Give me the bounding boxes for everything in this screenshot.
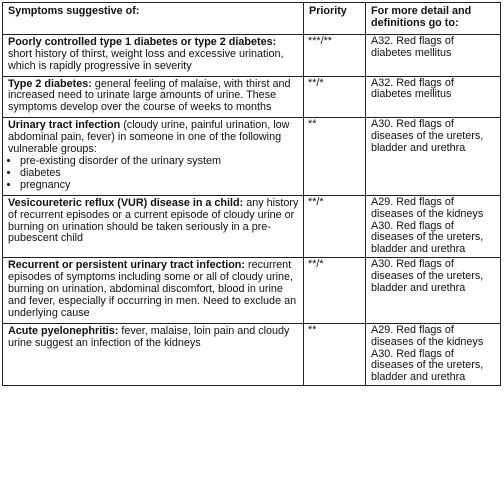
list-item: • pregnancy (20, 180, 299, 192)
reference-link-text: A30. Red flags of diseases of the ureters, bladder and urethra (371, 118, 484, 155)
condition-title: Acute pyelonephritis: (8, 324, 119, 337)
reference-cell (366, 76, 501, 118)
header-row (3, 3, 501, 35)
reference-cell (366, 258, 501, 324)
priority-cell: **/* (304, 195, 366, 258)
symptom-cell (3, 258, 304, 324)
red-flags-table (2, 2, 501, 386)
condition-title: Vesicoureteric reflux (VUR) disease in a child: (8, 196, 244, 209)
reference-cell (366, 118, 501, 195)
symptom-description: (cloudy urine, painful urination, low abdominal pain, fever) in someone in one of the following vulnerable groups: (8, 119, 290, 156)
header-symptoms: Symptoms suggestive of: (3, 3, 304, 35)
symptom-cell (3, 76, 304, 118)
red-flags-table-page (2, 2, 500, 386)
list-item: • pre-existing disorder of the urinary system (20, 156, 299, 168)
reference-link-text: A30. Red flags of diseases of the ureters, bladder and urethra (371, 219, 484, 256)
table-row (3, 34, 501, 76)
condition-title: Urinary tract infection (8, 119, 121, 132)
priority-cell: ** (304, 118, 366, 195)
symptom-description: recurrent episodes of symptoms including some or all of cloudy urine, burning on urination, abdominal discomfort, blood in urine and fever, especially if occurring in men. Need to exclude an underlying cause (8, 259, 297, 319)
list-item: • diabetes (20, 168, 299, 180)
reference-link-text: A30. Red flags of diseases of the ureters, bladder and urethra (371, 347, 484, 384)
vulnerable-groups-list (8, 156, 299, 192)
symptom-description: any history of recurrent episodes or a current episode of cloudy urine or burning on urination should be taken seriously in a pre-pubescent child (8, 196, 299, 245)
table-row (3, 258, 501, 324)
table-row (3, 76, 501, 118)
header-refs: For more detail and definitions go to: (366, 3, 501, 35)
symptom-cell (3, 34, 304, 76)
reference-cell (366, 34, 501, 76)
table-row (3, 118, 501, 195)
table-row (3, 195, 501, 258)
reference-cell (366, 323, 501, 386)
symptom-cell (3, 195, 304, 258)
reference-link-text: A32. Red flags of diabetes mellitus (371, 76, 454, 101)
symptom-description: general feeling of malaise, with thirst and increased need to urinate large amounts of urine. These symptoms develop over the course of weeks to months (8, 77, 291, 114)
priority-cell: **/* (304, 258, 366, 324)
priority-cell: **/* (304, 76, 366, 118)
reference-link-text: A29. Red flags of diseases of the kidneys (371, 195, 484, 220)
symptom-cell (3, 323, 304, 386)
symptom-description: fever, malaise, loin pain and cloudy urine suggest an infection of the kidneys (8, 324, 290, 349)
priority-cell: ***/** (304, 34, 366, 76)
condition-title: Poorly controlled type 1 diabetes or type 2 diabetes: (8, 35, 277, 48)
reference-link-text: A30. Red flags of diseases of the ureters, bladder and urethra (371, 258, 484, 295)
priority-cell: ** (304, 323, 366, 386)
condition-title: Recurrent or persistent urinary tract infection: (8, 259, 245, 272)
reference-link-text: A32. Red flags of diabetes mellitus (371, 34, 454, 59)
reference-cell (366, 195, 501, 258)
condition-title: Type 2 diabetes: (8, 77, 92, 90)
symptom-description: short history of thirst, weight loss and excessive urination, which is rapidly progressive in severity (8, 47, 284, 72)
symptom-cell (3, 118, 304, 195)
reference-link-text: A29. Red flags of diseases of the kidneys (371, 323, 484, 348)
header-priority: Priority (304, 3, 366, 35)
table-row (3, 323, 501, 386)
